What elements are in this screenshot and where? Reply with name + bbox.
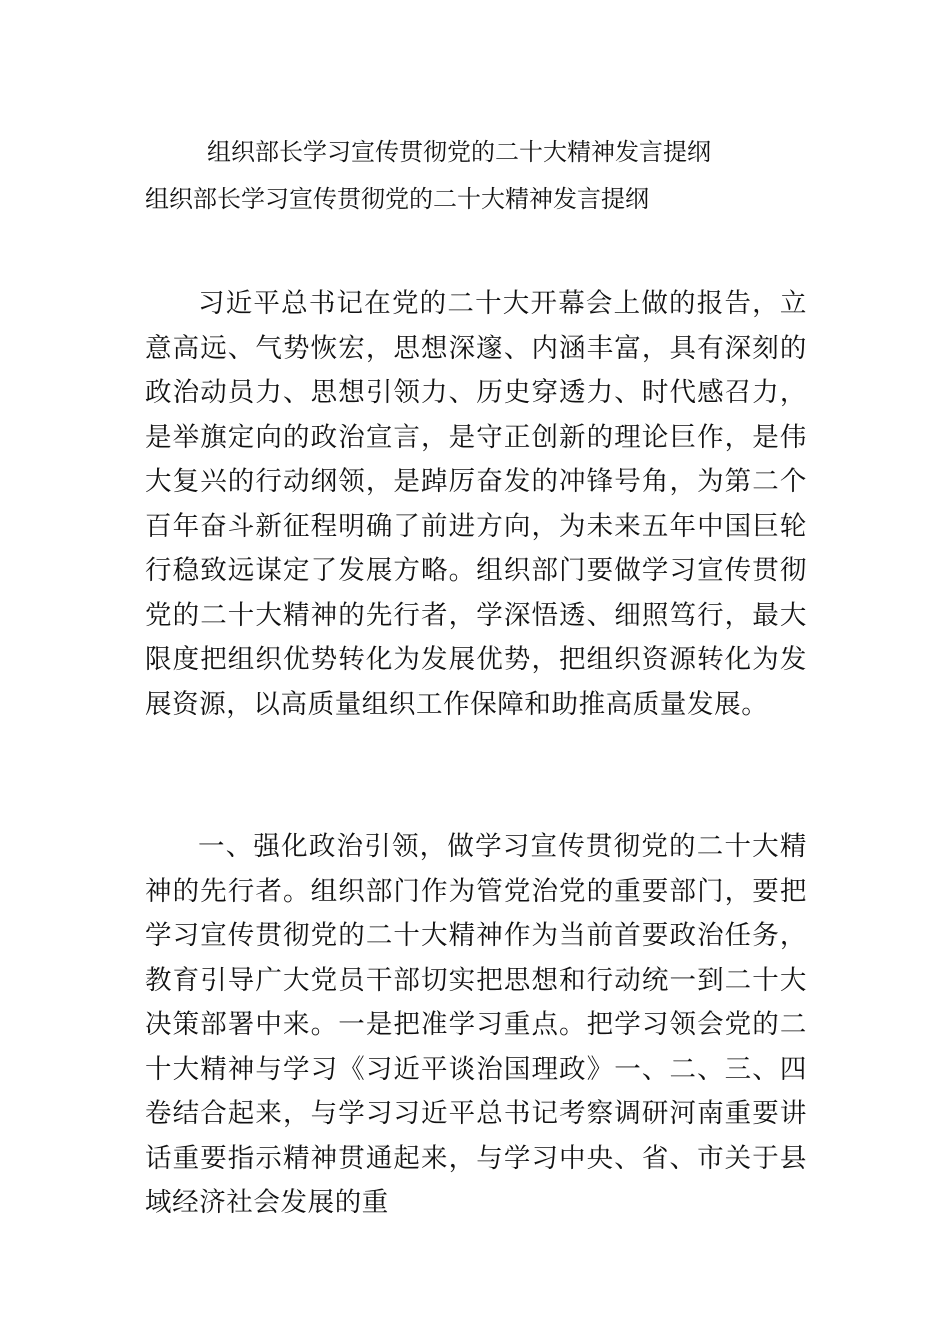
body-paragraph-section-one: 一、强化政治引领，做学习宣传贯彻党的二十大精神的先行者。组织部门作为管党治党的重要部门，要把学习宣传贯彻党的二十大精神作为当前首要政治任务，教育引导广大党员干部切实把思想和行动统一到二十大决策部署中来。一是把准学习重点。把学习领会党的二十大精神与学习《习近平谈治国理政》一、二、三、四卷结合起来，与学习习近平总书记考察调研河南重要讲话重要指示精神贯通起来，与学习中央、省、市关于县域经济社会发展的重 (145, 831, 807, 1218)
document-title-secondary: 组织部长学习宣传贯彻党的二十大精神发言提纲 (145, 185, 649, 213)
document-title-primary: 组织部长学习宣传贯彻党的二十大精神发言提纲 (207, 138, 711, 166)
body-paragraph-intro: 习近平总书记在党的二十大开幕会上做的报告，立意高远、气势恢宏，思想深邃、内涵丰富，具有深刻的政治动员力、思想引领力、历史穿透力、时代感召力，是举旗定向的政治宣言，是守正创新的理论巨作，是伟大复兴的行动纲领，是踔厉奋发的冲锋号角，为第二个百年奋斗新征程明确了前进方向，为未来五年中国巨轮行稳致远谋定了发展方略。组织部门要做学习宣传贯彻党的二十大精神的先行者，学深悟透、细照笃行，最大限度把组织优势转化为发展优势，把组织资源转化为发展资源，以高质量组织工作保障和助推高质量发展。 (145, 288, 807, 720)
